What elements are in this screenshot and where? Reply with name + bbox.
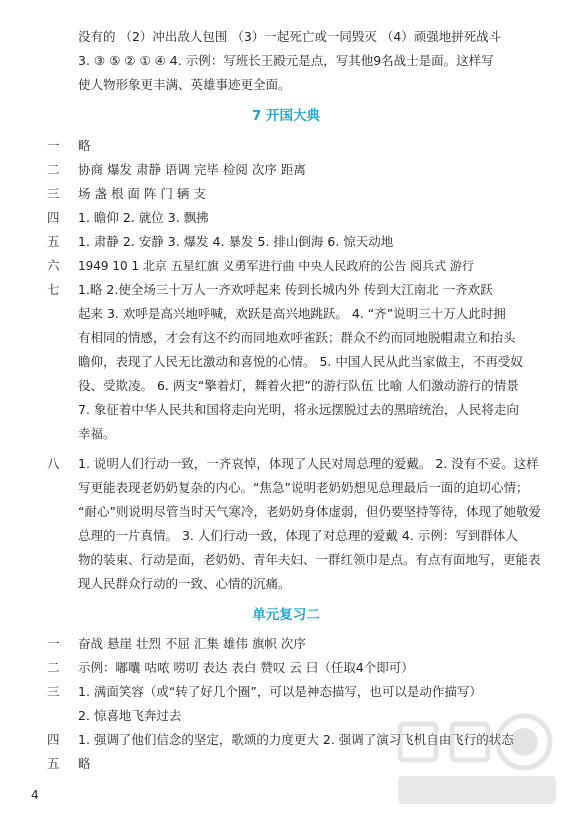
answer-item: 七 1.略 2.使全场三十万人一齐欢呼起来 传到长城内外 传到大江南北 一齐欢跃: [0, 278, 572, 302]
answer-item: 三 场 盏 根 面 阵 门 辆 支: [0, 182, 572, 206]
answer-line: 幸福。: [78, 426, 116, 441]
answer-line: 有相同的情感，才会有这不约而同地欢呼雀跃；群众不约而同地脱帽肃立和抬头: [78, 330, 516, 345]
answer-item: 五 略: [0, 752, 572, 776]
answer-item: 八 1. 说明人们行动一致，一齐哀悼，体现了人民对周总理的爱戴。 2. 没有不妥。这样: [0, 452, 572, 476]
item-label: 五: [47, 756, 60, 771]
answer-line: 2. 惊喜地飞奔过去: [78, 708, 182, 723]
answer-line: 起来 3. 欢呼是高兴地呼喊，欢跃是高兴地跳跃。 4. “齐”说明三十万人此时拥: [78, 306, 506, 321]
answer-line: 没有的 （2）冲出敌人包围 （3）一起死亡或一同毁灭 （4）顽强地拼死战斗: [78, 29, 502, 44]
section-heading: 单元复习二: [252, 607, 320, 623]
item-label: 四: [47, 732, 60, 747]
item-label: 三: [47, 684, 60, 699]
item-label: 四: [47, 210, 60, 225]
lesson-heading: 7 开国大典: [251, 108, 321, 124]
answer-item: 四 1. 瞻仰 2. 就位 3. 飘拂: [0, 206, 572, 230]
answer-item: 四 1. 强调了他们信念的坚定，歌颂的力度更大 2. 强调了演习飞机自由飞行的状态: [0, 728, 572, 752]
item-label: 七: [47, 282, 60, 297]
answer-circle-logo-icon: [392, 712, 562, 812]
answer-line: 3. ③ ⑤ ② ① ④ 4. 示例：写班长王殿元是点，写其他9名战士是面。这样写: [78, 53, 494, 68]
answer-item: 六 1949 10 1 北京 五星红旗 义勇军进行曲 中央人民政府的公告 阅兵式 游行: [0, 254, 572, 278]
answer-line: 写更能表现老奶奶复杂的内心。“焦急”说明老奶奶想见总理最后一面的迫切心情；: [78, 480, 529, 495]
page-number: 4: [31, 788, 39, 802]
answer-item: 二 示例：嘟囔 咕哝 唠叨 表达 表白 赞叹 云 曰（任取4个即可）: [0, 656, 572, 680]
item-label: 八: [47, 456, 60, 471]
answer-item: 五 1. 肃静 2. 安静 3. 爆发 4. 暴发 5. 排山倒海 6. 惊天动地: [0, 230, 572, 254]
answer-item: 二 协商 爆发 肃静 语调 完毕 检阅 次序 距离: [0, 158, 572, 182]
item-label: 一: [47, 138, 60, 153]
answer-line: 使人物形象更丰满、英雄事迹更全面。: [78, 77, 291, 92]
answer-item: 三 1. 满面笑容（或“转了好几个圈”，可以是神态描写，也可以是动作描写）: [0, 680, 572, 704]
answer-line: 物的装束、行动是面，老奶奶、青年夫妇、一群红领巾是点。有点有面地写，更能表: [78, 552, 541, 567]
answer-line: 总理的一片真情。 3. 人们行动一致，体现了对总理的爱戴 4. 示例：写到群体人: [78, 528, 518, 543]
answer-line: “耐心”则说明尽管当时天气寒冷，老奶奶身体虚弱，但仍要坚持等待，体现了她敬爱: [78, 504, 541, 519]
item-label: 二: [47, 660, 60, 675]
answer-line: 役、受欺凌。 6. 两支“擎着灯，舞着火把”的游行队伍 比喻 人们激动游行的情景: [78, 378, 519, 393]
answer-line: 瞻仰，表现了人民无比激动和喜悦的心情。 5. 中国人民从此当家做主，不再受奴: [78, 354, 523, 369]
item-label: 一: [47, 636, 60, 651]
answer-line: 7. 象征着中华人民共和国将走向光明，将永远摆脱过去的黑暗统治，人民将走向: [78, 402, 519, 417]
answer-item: 一 略: [0, 134, 572, 158]
item-label: 三: [47, 186, 60, 201]
item-label: 五: [47, 234, 60, 249]
item-label: 二: [47, 162, 60, 177]
answer-line: 现人民群众行动的一致、心情的沉痛。: [78, 576, 291, 591]
answer-item: 一 奋战 悬崖 壮烈 不屈 汇集 雄伟 旗帜 次序: [0, 632, 572, 656]
item-label: 六: [47, 258, 60, 273]
